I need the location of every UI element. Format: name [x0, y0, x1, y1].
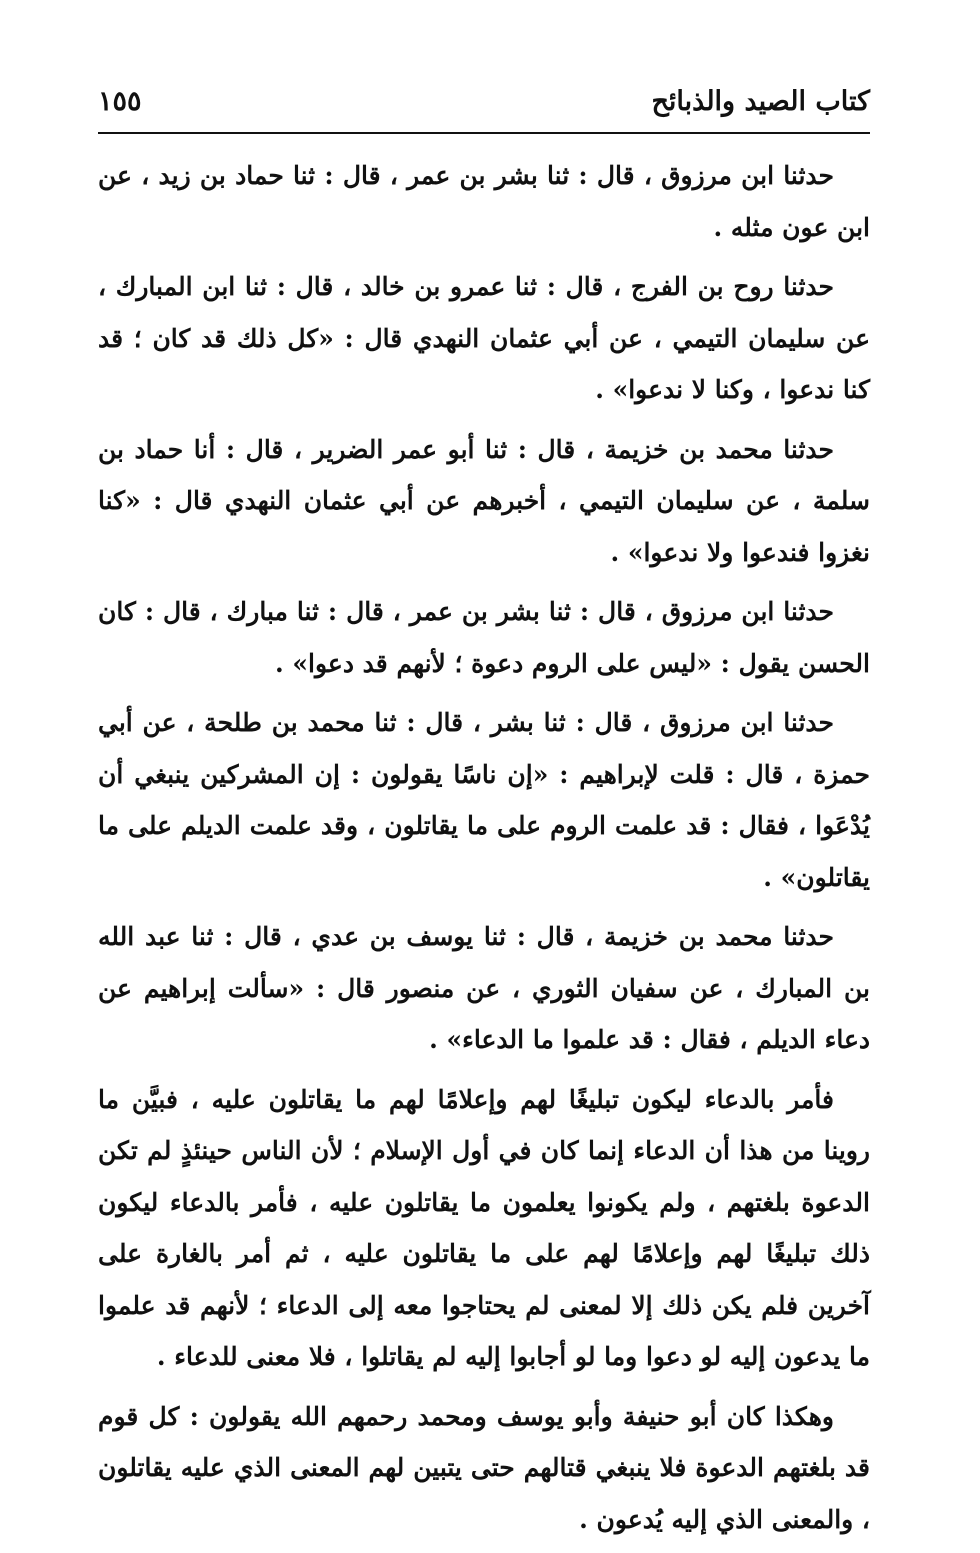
paragraph-5: حدثنا ابن مرزوق ، قال : ثنا بشر ، قال : ثنا محمد بن طلحة ، عن أبي حمزة ، قال : قلت لإبراهيم : «إن ناسًا يقولون : إن المشركين ينبغي أن يُدْعَوا ، فقال : قد علمت الروم على ما يقاتلون ، وقد علمت الديلم على ما يقاتلون» .: [98, 708, 870, 892]
paragraph-6: حدثنا محمد بن خزيمة ، قال : ثنا يوسف بن عدي ، قال : ثنا عبد الله بن المبارك ، عن سفيان الثوري ، عن منصور قال : «سألت إبراهيم عن دعاء الديلم ، فقال : قد علموا ما الدعاء» .: [98, 922, 870, 1054]
paragraph-3: حدثنا محمد بن خزيمة ، قال : ثنا أبو عمر الضرير ، قال : أنا حماد بن سلمة ، عن سليمان التيمي ، أخبرهم عن أبي عثمان النهدي قال : «كنا نغزوا فندعوا ولا ندعوا» .: [98, 434, 870, 567]
paragraph-4: حدثنا ابن مرزوق ، قال : ثنا بشر بن عمر ، قال : ثنا مبارك ، قال : كان الحسن يقول : «ليس على الروم دعوة ؛ لأنهم قد دعوا» .: [98, 597, 870, 678]
paragraph-8: وهكذا كان أبو حنيفة وأبو يوسف ومحمد رحمهم الله يقولون : كل قوم قد بلغتهم الدعوة فلا ينبغي قتالهم حتى يتبين لهم المعنى الذي عليه يقاتلون ، والمعنى الذي إليه يُدعون .: [98, 1401, 870, 1534]
header-divider: [98, 132, 870, 134]
paragraph-7: فأمر بالدعاء ليكون تبليغًا لهم وإعلامًا لهم ما يقاتلون عليه ، فبيَّن ما روينا من هذا أن الدعاء إنما كان في أول الإسلام ؛ لأن الناس حينئذٍ لم تكن الدعوة بلغتهم ، ولم يكونوا يعلمون ما يقاتلون عليه ، فأمر بالدعاء ليكون ذلك تبليغًا لهم وإعلامًا لهم على ما يقاتلون عليه ، ثم أمر بالغارة على آخرين فلم يكن ذلك إلا لمعنى لم يحتاجوا معه إلى الدعاء ؛ لأنهم قد علموا ما يدعون إليه لو دعوا وما لو أجابوا إليه لم يقاتلوا ، فلا معنى للدعاء .: [98, 1084, 870, 1371]
chapter-title: كتاب الصيد والذبائح: [651, 86, 870, 117]
page-number: ١٥٥: [98, 86, 142, 117]
paragraph-2: حدثنا روح بن الفرج ، قال : ثنا عمرو بن خالد ، قال : ثنا ابن المبارك ، عن سليمان التيمي ، عن أبي عثمان النهدي قال : «كل ذلك قد كان ؛ قد كنا ندعوا ، وكنا لا ندعوا» .: [98, 272, 870, 404]
paragraph-1: حدثنا ابن مرزوق ، قال : ثنا بشر بن عمر ، قال : ثنا حماد بن زيد ، عن ابن عون مثله .: [98, 161, 870, 242]
page-header: [98, 82, 870, 132]
page-body: [98, 150, 870, 1553]
